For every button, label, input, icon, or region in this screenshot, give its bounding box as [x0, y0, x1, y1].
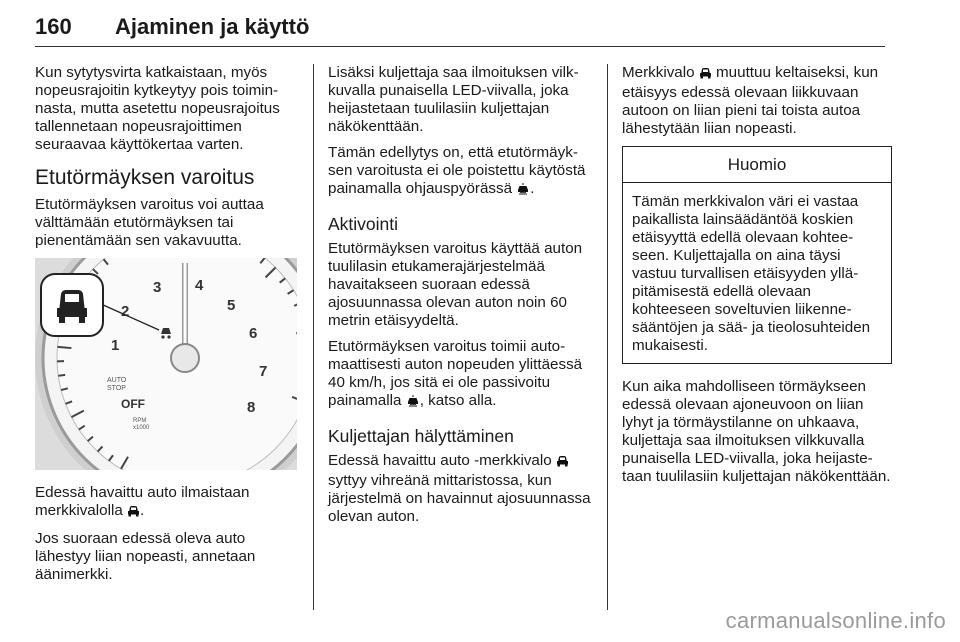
driver-alert-heading: Kuljettajan hälyttäminen	[328, 426, 514, 446]
column-divider	[313, 64, 314, 610]
dial-tick	[57, 347, 71, 348]
section-intro: Etutörmäyksen varoitus voi auttaa välttämään etutörmäyksen tai pienentämään sen vakavuutta.	[35, 196, 264, 249]
indicator-paragraph: Edessä havaittu auto ilmaistaan merkkivalolla .	[35, 484, 297, 522]
yellow-indicator-paragraph: Merkkivalo muuttuu keltaiseksi, kun etäisyys edessä olevaan liikkuvaan autoon on liian pieni tai toista autoa lähestytään liian nopeasti.	[622, 64, 879, 137]
activation-paragraph: Etutörmäyksen varoitus käyttää auton tuulilasin etukamerajärjestelmää havaitakseen suoraan edessä ajosuunnassa olevan auton noin 60 metrin etäisyydeltä.	[328, 240, 583, 329]
auto-operation-paragraph: Etutörmäyksen varoitus toimii automaattisesti auton nopeuden ylittäessä 40 km/h, jos sitä ei ole passivoitu painamalla , katso alla.	[328, 338, 594, 412]
column-1	[35, 64, 297, 592]
following-distance-icon	[516, 182, 530, 200]
column-3	[622, 64, 892, 494]
instrument-cluster-figure	[35, 258, 297, 470]
dial-number: 4	[195, 277, 204, 294]
following-distance-icon	[406, 394, 420, 412]
vehicle-ahead-icon	[127, 504, 140, 522]
off-label: OFF	[121, 397, 145, 411]
vehicle-ahead-icon	[556, 454, 569, 472]
notice-box	[622, 146, 892, 364]
led-paragraph: Lisäksi kuljettaja saa ilmoituksen vilkkuvalla punaisella LED-viivalla, joka heijastetaan tuulilasiin kuljettajan näkökenttään.	[328, 64, 579, 135]
tachometer-illustration	[35, 258, 297, 470]
activation-heading: Aktivointi	[328, 214, 399, 234]
notice-title: Huomio	[623, 147, 891, 183]
dial-number: 5	[227, 297, 236, 314]
chapter-title: Ajaminen ja käyttö	[115, 14, 310, 39]
auto-stop-label: AUTO STOP	[107, 377, 127, 392]
dial-number: 6	[249, 325, 258, 342]
section-heading: Etutörmäyksen varoitus	[35, 166, 255, 189]
dial-number: 8	[247, 399, 256, 416]
green-indicator-paragraph: Edessä havaittu auto -merkkivalo syttyy vihreänä mittaristossa, kun järjestelmä on havainnut ajosuunnassa olevan auton.	[328, 452, 591, 525]
page-header	[35, 8, 885, 47]
warning-paragraph: Jos suoraan edessä oleva auto lähestyy liian nopeasti, annetaan äänimerkki.	[35, 530, 256, 583]
condition-paragraph: Tämän edellytys on, että etutörmäyksen varoitusta ei ole poistettu käytöstä painamalla ohjauspyörässä .	[328, 144, 594, 200]
column-2	[328, 64, 594, 534]
column-divider	[607, 64, 608, 610]
dial-tick	[58, 375, 65, 376]
intro-paragraph: Kun sytytysvirta katkaistaan, myös nopeusrajoitin kytkeytyy pois toiminnasta, mutta asetettu nopeusrajoitus tallennetaan nopeusrajoittimen seuraavaa käyttökertaa varten.	[35, 64, 280, 153]
dial-number: 2	[121, 303, 130, 320]
dial-number: 1	[111, 337, 120, 354]
rpm-label: RPM x1000	[133, 418, 150, 431]
vehicle-ahead-icon	[699, 66, 712, 84]
watermark: carmanualsonline.info	[725, 608, 946, 633]
page-number: 160	[35, 14, 72, 39]
notice-body: Tämän merkkivalon väri ei vastaa paikallista lainsäädäntöä koskien etäisyyttä edellä olevaan kohteeseen. Kuljettajalla on aina täysi vastuu turvallisen etäisyyden ylläpitämisestä edellä olevaan kohteeseen soveltuvien liikennesääntöjen ja sää- ja tieolosuhteiden mukaisesti.	[632, 193, 871, 354]
collision-alert-paragraph: Kun aika mahdolliseen törmäykseen edessä olevaan ajoneuvoon on liian lyhyt ja törmäystilanne on uhkaava, kuljettaja saa ilmoituksen vilkkuvalla punaisella LED-viivalla, joka heijastetaan tuulilasiin kuljettajan näkökenttään.	[622, 378, 891, 485]
dial-number: 3	[153, 279, 162, 296]
dial-number: 7	[259, 363, 268, 380]
